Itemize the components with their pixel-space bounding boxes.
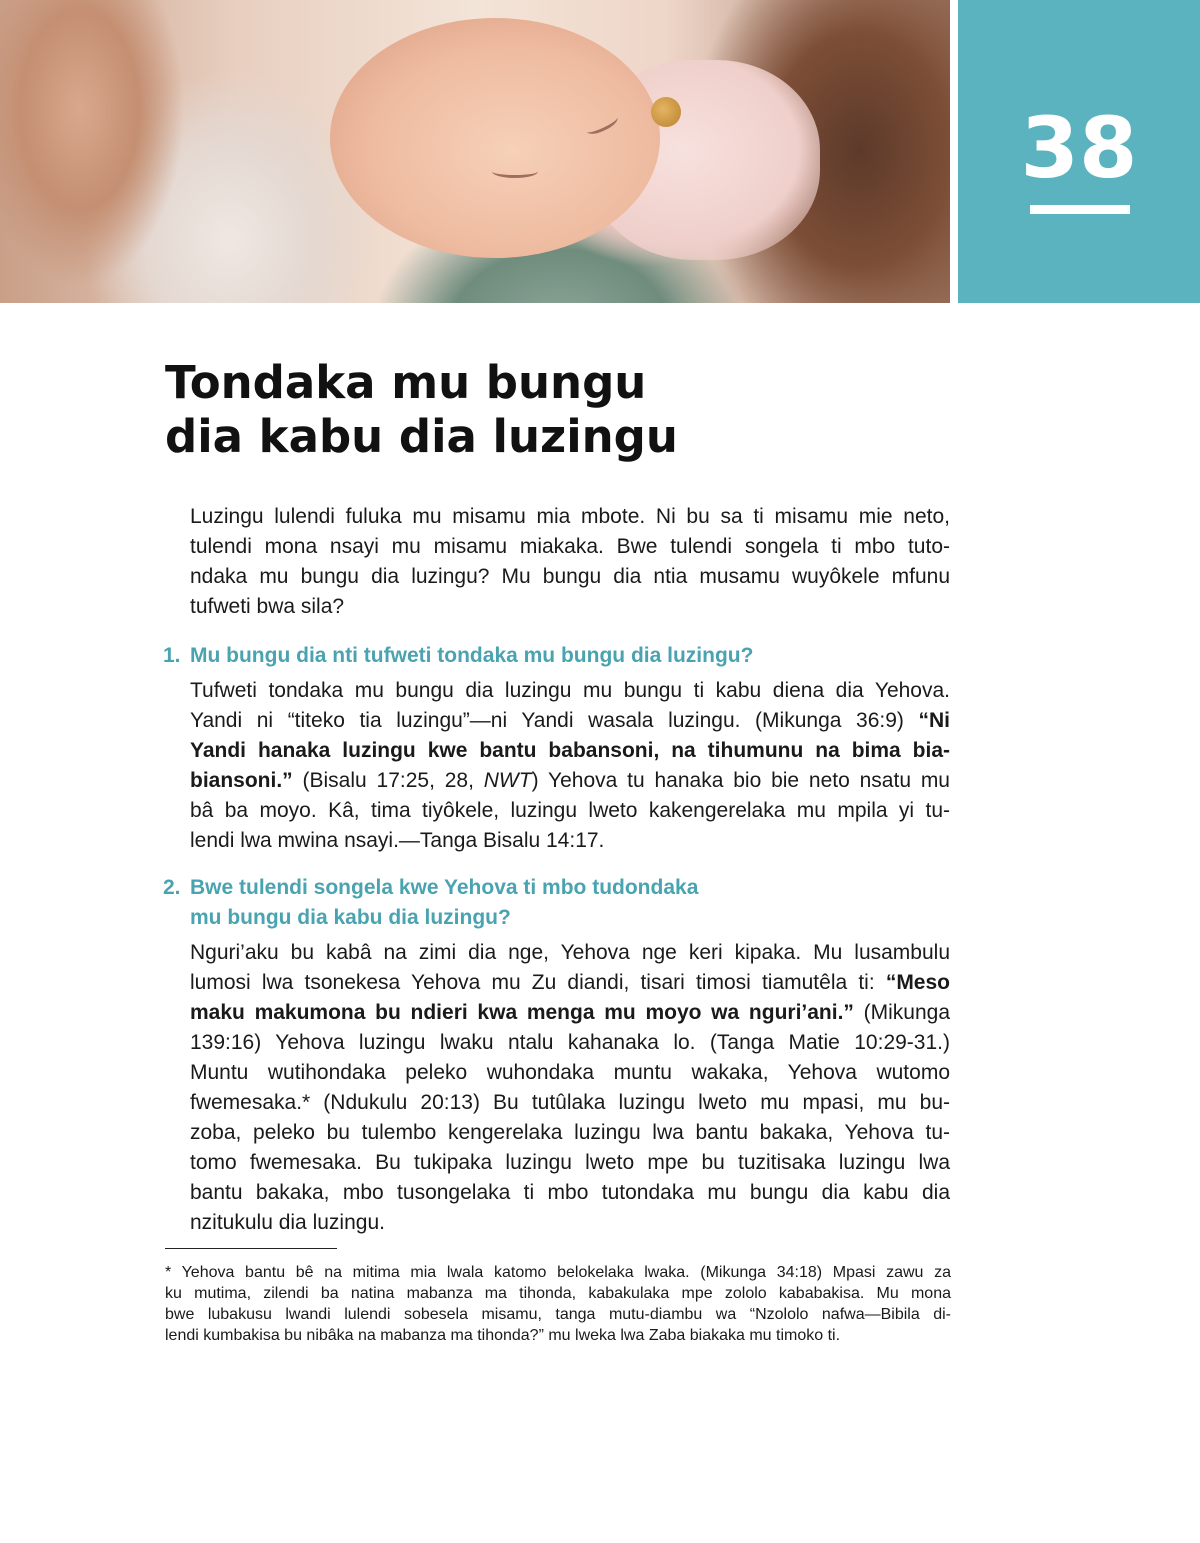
section-2-text: lumosi lwa tsonekesa Yehova mu Zu diandi, tisari timosi tiamutêla ti: bbox=[190, 971, 886, 994]
section-2-line: 139:16) Yehova luzingu lwaku ntalu kahanaka lo. (Tanga Matie 10:29-31.) bbox=[190, 1031, 950, 1054]
footnote-line: bwe lubakusu lwandi lulendi sobesela misamu, tanga mutu-diambu wa “Nzololo nafwa—Bibila di- bbox=[165, 1306, 951, 1323]
page-title bbox=[165, 356, 865, 464]
section-1-paragraph bbox=[190, 676, 950, 856]
baby-eye-left bbox=[492, 165, 538, 178]
page-title-line-1: Tondaka mu bungu bbox=[165, 356, 647, 409]
section-2-bold-text: maku makumona bu ndieri kwa menga mu moyo wa nguri’ani.” bbox=[190, 1001, 854, 1024]
section-1-line bbox=[190, 736, 950, 766]
page-title-line-2: dia kabu dia luzingu bbox=[165, 410, 678, 463]
footnote-divider bbox=[165, 1248, 337, 1249]
section-2-bold-text: “Meso bbox=[885, 971, 950, 994]
section-2-number: 2. bbox=[163, 876, 181, 899]
section-1-heading-text: Mu bungu dia nti tufweti tondaka mu bungu dia luzingu? bbox=[190, 644, 754, 667]
hero-photo-sleeping-baby bbox=[0, 0, 950, 303]
section-2-line: tomo fwemesaka. Bu tukipaka luzingu lweto mpe bu tuzitisaka luzingu lwa bbox=[190, 1151, 950, 1174]
section-1-text: ) Yehova tu hanaka bio bie neto nsatu mu bbox=[531, 769, 950, 792]
section-1-bold-text: “Ni bbox=[918, 709, 950, 732]
section-2-line: Muntu wutihondaka peleko wuhondaka muntu wakaka, Yehova wutomo bbox=[190, 1061, 950, 1084]
clothing-button bbox=[651, 97, 681, 127]
intro-line: tulendi mona nsayi mu misamu miakaka. Bwe tulendi songela ti mbo tuto- bbox=[190, 535, 950, 558]
intro-line: tufweti bwa sila? bbox=[190, 595, 345, 618]
section-2-paragraph bbox=[190, 938, 950, 1238]
section-1-heading bbox=[163, 641, 753, 671]
section-2-line: bantu bakaka, mbo tusongelaka ti mbo tutondaka mu bungu dia kabu dia bbox=[190, 1181, 950, 1204]
section-2-line bbox=[190, 968, 950, 998]
section-1-line: bâ ba moyo. Kâ, tima tiyôkele, luzingu lweto kakengerelaka mu mpila yi tu- bbox=[190, 799, 950, 822]
chapter-badge bbox=[958, 0, 1200, 303]
intro-paragraph bbox=[190, 502, 950, 622]
section-2-heading-text: Bwe tulendi songela kwe Yehova ti mbo tudondaka bbox=[190, 876, 699, 899]
section-2-line: Nguri’aku bu kabâ na zimi dia nge, Yehova nge keri kipaka. Mu lusambulu bbox=[190, 941, 950, 964]
section-1-bold-text: biansoni.” bbox=[190, 769, 293, 792]
section-1-text: Yandi ni “titeko tia luzingu”—ni Yandi wasala luzingu. (Mikunga 36:9) bbox=[190, 709, 919, 732]
section-1-line bbox=[190, 706, 950, 736]
section-2-text: (Mikunga bbox=[853, 1001, 951, 1024]
footnote bbox=[165, 1262, 951, 1346]
section-1-text: (Bisalu 17:25, 28, bbox=[292, 769, 484, 792]
section-2-line bbox=[190, 998, 950, 1028]
baby-face bbox=[330, 18, 660, 258]
section-2-line: zoba, peleko bu tulembo kengerelaka luzingu lwa bantu bakaka, Yehova tu- bbox=[190, 1121, 950, 1144]
section-1-line: Tufweti tondaka mu bungu dia luzingu mu bungu ti kabu diena dia Yehova. bbox=[190, 679, 950, 702]
section-1-line bbox=[190, 766, 950, 796]
section-2-heading-text: mu bungu dia kabu dia luzingu? bbox=[190, 906, 511, 929]
section-1-bold-text: Yandi hanaka luzingu kwe bantu babansoni, na tihumunu na bima bia- bbox=[190, 739, 950, 762]
section-1-line: lendi lwa mwina nsayi.—Tanga Bisalu 14:17. bbox=[190, 829, 605, 852]
section-2-line: fwemesaka.* (Ndukulu 20:13) Bu tutûlaka luzingu lweto mu mpasi, mu bu- bbox=[190, 1091, 950, 1114]
footnote-line: * Yehova bantu bê na mitima mia lwala katomo belokelaka lwaka. (Mikunga 34:18) Mpasi zawu za bbox=[165, 1264, 951, 1281]
section-1-italic-text: NWT bbox=[483, 769, 532, 792]
footnote-line: lendi kumbakisa bu nibâka na mabanza ma tihonda?” mu lweka lwa Zaba biakaka mu timoko ti. bbox=[165, 1327, 841, 1344]
section-1-number: 1. bbox=[163, 644, 181, 667]
footnote-line: ku mutima, zilendi ba natina mabanza ma tihonda, kabakulaka mpe zololo kababakisa. Mu mona bbox=[165, 1285, 951, 1302]
section-2-heading bbox=[163, 873, 698, 933]
chapter-number: 38 bbox=[1020, 99, 1138, 197]
intro-line: Luzingu lulendi fuluka mu misamu mia mbote. Ni bu sa ti misamu mie neto, bbox=[190, 505, 950, 528]
section-2-line: nzitukulu dia luzingu. bbox=[190, 1211, 385, 1234]
intro-line: ndaka mu bungu dia luzingu? Mu bungu dia ntia musamu wuyôkele mfunu bbox=[190, 565, 950, 588]
chapter-badge-rule bbox=[1030, 205, 1130, 214]
